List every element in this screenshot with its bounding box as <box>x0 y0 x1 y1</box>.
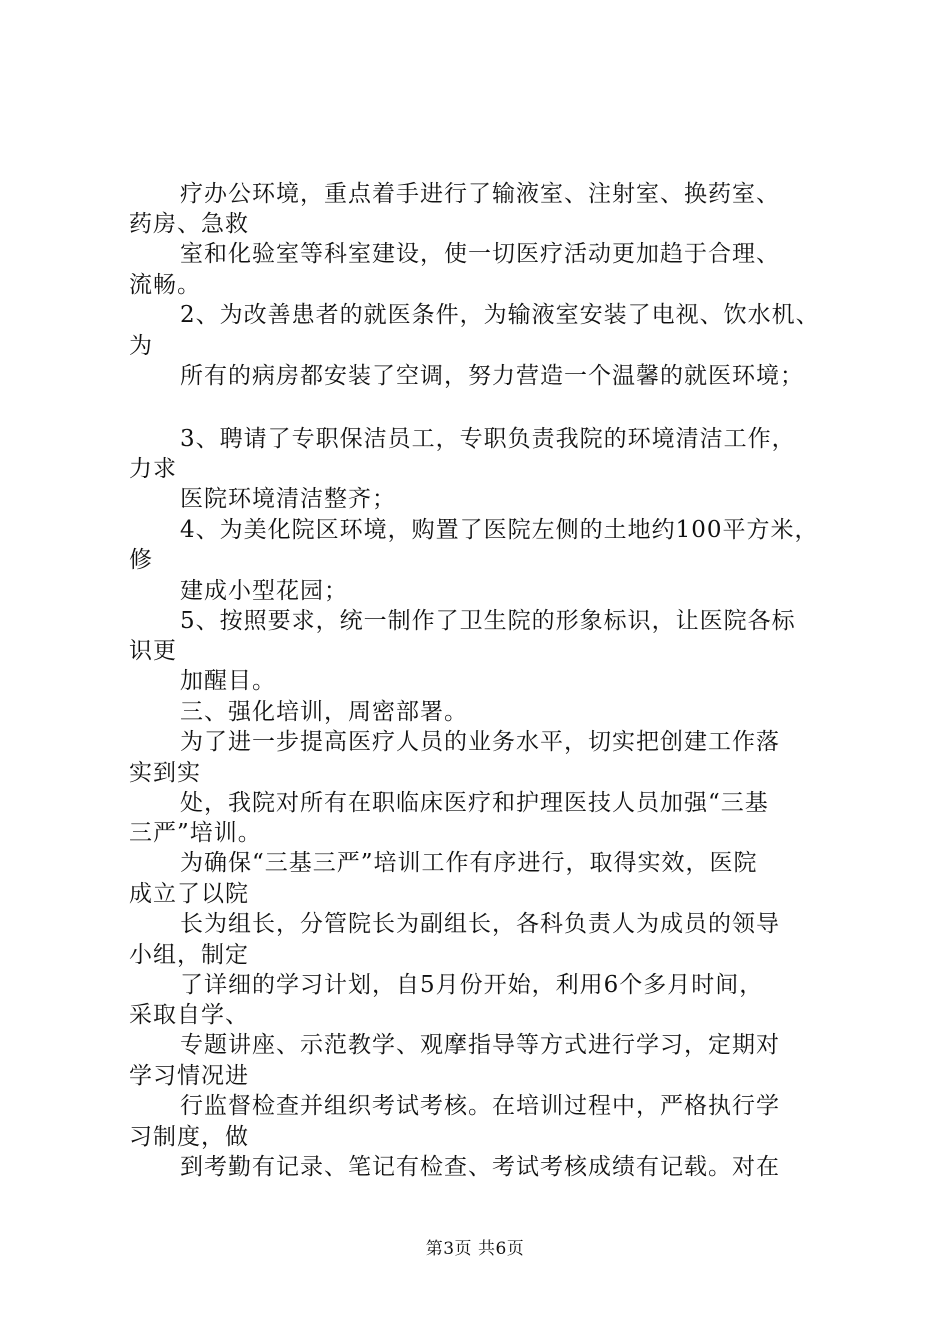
text-line: 行监督检查并组织考试考核。在培训过程中，严格执行学 <box>180 1093 780 1119</box>
text-line: 5、按照要求，统一制作了卫生院的形象标识，让医院各标 <box>180 608 796 634</box>
text-line: 药房、急救 <box>129 211 249 237</box>
text-line: 习制度，做 <box>129 1124 249 1150</box>
text-line: 为确保“三基三严”培训工作有序进行，取得实效，医院 <box>180 850 758 876</box>
text-line: 修 <box>129 547 153 573</box>
text-line: 流畅。 <box>129 272 201 298</box>
text-line: 三严”培训。 <box>129 820 262 846</box>
text-line: 4、为美化院区环境，购置了医院左侧的土地约100平方米， <box>180 517 819 543</box>
text-line: 2、为改善患者的就医条件，为输液室安装了电视、饮水机、 <box>180 302 820 328</box>
text-line: 处，我院对所有在职临床医疗和护理医技人员加强“三基 <box>180 790 769 816</box>
text-line: 加醒目。 <box>180 668 276 694</box>
section-heading: 三、强化培训，周密部署。 <box>180 699 468 725</box>
text-line: 为 <box>129 333 153 359</box>
text-line: 采取自学、 <box>129 1002 249 1028</box>
text-line: 3、聘请了专职保洁员工，专职负责我院的环境清洁工作， <box>180 426 796 452</box>
text-line: 专题讲座、示范教学、观摩指导等方式进行学习，定期对 <box>180 1032 780 1058</box>
text-line: 医院环境清洁整齐； <box>180 486 396 512</box>
text-line: 到考勤有记录、笔记有检查、考试考核成绩有记载。对在 <box>180 1154 780 1180</box>
text-line: 所有的病房都安装了空调，努力营造一个温馨的就医环境； <box>180 363 804 389</box>
text-line: 为了进一步提高医疗人员的业务水平，切实把创建工作落 <box>180 729 780 755</box>
text-line: 疗办公环境，重点着手进行了输液室、注射室、换药室、 <box>180 181 780 207</box>
text-line: 小组，制定 <box>129 942 249 968</box>
text-line: 成立了以院 <box>129 881 249 907</box>
text-line: 了详细的学习计划，自5月份开始，利用6个多月时间， <box>180 972 764 998</box>
text-line: 室和化验室等科室建设，使一切医疗活动更加趋于合理、 <box>180 241 780 267</box>
text-line: 识更 <box>129 638 177 664</box>
text-line: 实到实 <box>129 760 201 786</box>
text-line: 力求 <box>129 456 177 482</box>
page-number-footer: 第3页 共6页 <box>425 1239 525 1259</box>
text-line: 学习情况进 <box>129 1063 249 1089</box>
text-line: 长为组长，分管院长为副组长，各科负责人为成员的领导 <box>180 911 780 937</box>
text-line: 建成小型花园； <box>180 578 348 604</box>
